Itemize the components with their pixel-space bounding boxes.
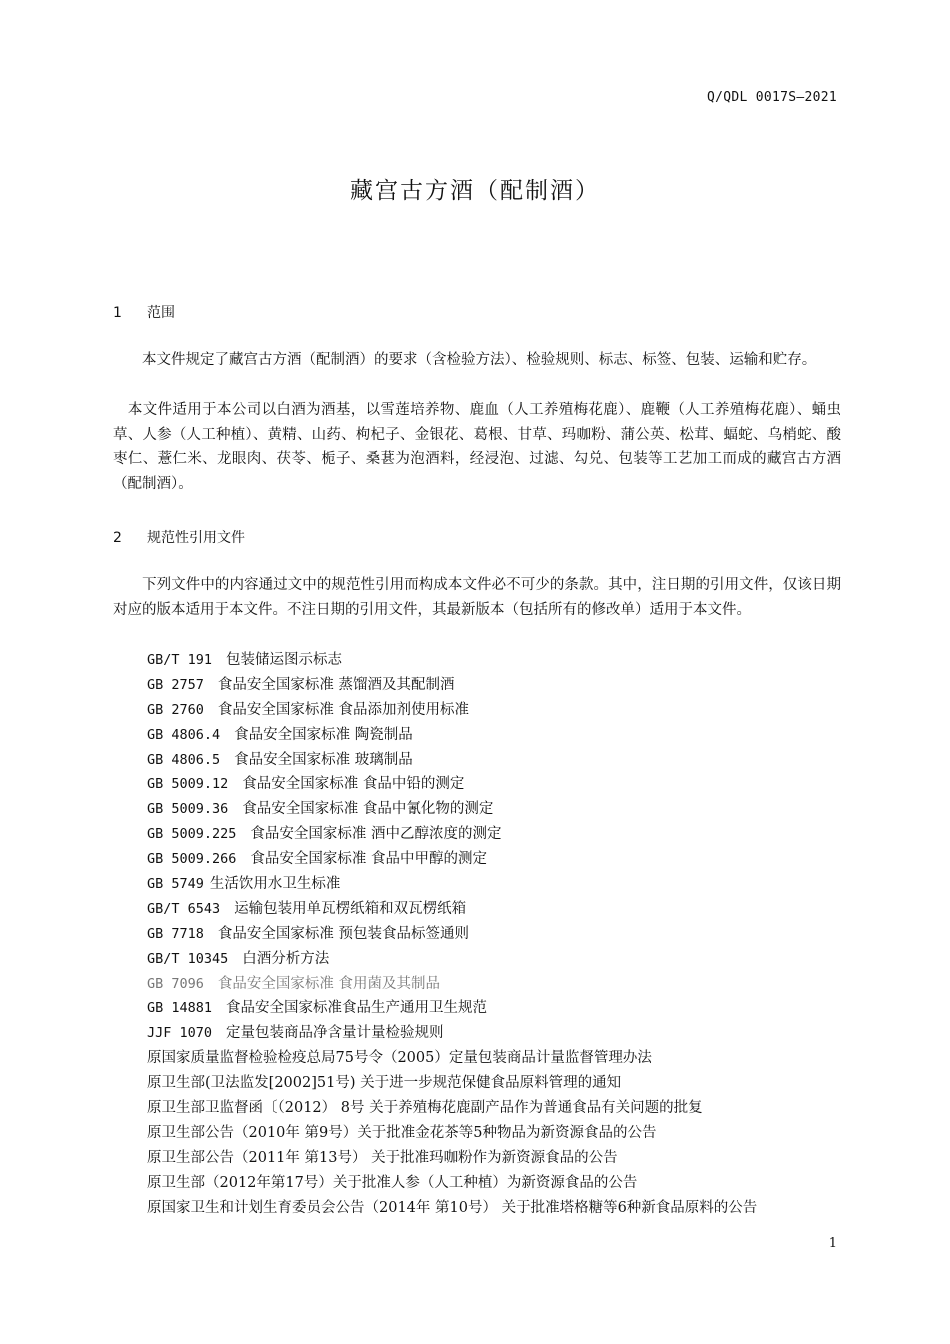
reference-title: 运输包装用单瓦楞纸箱和双瓦楞纸箱 bbox=[234, 900, 467, 917]
reference-title: 白酒分析方法 bbox=[242, 950, 330, 967]
reference-item bbox=[147, 1096, 757, 1121]
reference-code: GB 5749 bbox=[147, 876, 204, 893]
reference-item bbox=[147, 947, 757, 972]
reference-item bbox=[147, 648, 757, 673]
document-title: 藏宫古方酒（配制酒） bbox=[350, 178, 600, 204]
reference-title: 食品安全国家标准 玻璃制品 bbox=[234, 751, 413, 768]
reference-item bbox=[147, 872, 757, 897]
reference-code: GB/T 191 bbox=[147, 652, 213, 668]
reference-title: 食品安全国家标准食品生产通用卫生规范 bbox=[226, 1000, 488, 1017]
reference-code: GB 7718 bbox=[147, 925, 204, 942]
reference-item bbox=[147, 1046, 757, 1071]
reference-code: GB/T 10345 bbox=[147, 950, 229, 967]
section-2-title: 规范性引用文件 bbox=[147, 530, 245, 546]
reference-title: 原卫生部(卫法监发[2002]51号) 关于进一步规范保健食品原料管理的通知 bbox=[147, 1075, 622, 1092]
reference-title: 原卫生部公告（2010年 第9号）关于批准金花茶等5种物品为新资源食品的公告 bbox=[147, 1124, 657, 1141]
reference-title: 原卫生部公告（2011年 第13号） 关于批准玛咖粉作为新资源食品的公告 bbox=[147, 1149, 618, 1166]
reference-item bbox=[147, 972, 757, 997]
reference-title: 食品安全国家标准 酒中乙醇浓度的测定 bbox=[250, 826, 502, 843]
reference-item bbox=[147, 822, 757, 847]
reference-item bbox=[147, 847, 757, 872]
section-1-number: 1 bbox=[113, 305, 122, 321]
reference-code: GB 4806.5 bbox=[147, 751, 221, 768]
reference-title: 食品安全国家标准 食品添加剂使用标准 bbox=[217, 701, 470, 718]
section-2-intro: 下列文件中的内容通过文中的规范性引用而构成本文件必不可少的条款。其中，注日期的引用文件，仅该日期对应的版本适用于本文件。不注日期的引用文件，其最新版本（包括所有的修改单）适用于本文件。 bbox=[113, 577, 841, 618]
reference-code: GB 5009.36 bbox=[147, 801, 229, 818]
section-1-title: 范围 bbox=[147, 305, 175, 321]
reference-code: GB 14881 bbox=[147, 1000, 213, 1017]
reference-item bbox=[147, 1196, 757, 1221]
reference-title: 包装储运图示标志 bbox=[226, 652, 343, 668]
reference-list bbox=[147, 648, 757, 1220]
reference-title: 食品安全国家标准 预包装食品标签通则 bbox=[217, 925, 470, 942]
section-2-heading bbox=[113, 527, 245, 547]
reference-title: 原国家质量监督检验检疫总局75号令（2005）定量包装商品计量监督管理办法 bbox=[147, 1050, 652, 1067]
reference-title: 食品安全国家标准 食品中甲醇的测定 bbox=[250, 851, 488, 868]
reference-item bbox=[147, 897, 757, 922]
reference-item bbox=[147, 772, 757, 797]
reference-title: 食品安全国家标准 食用菌及其制品 bbox=[217, 975, 441, 992]
reference-item bbox=[147, 1021, 757, 1046]
reference-title: 生活饮用水卫生标准 bbox=[209, 876, 341, 893]
reference-title: 原卫生部（2012年第17号）关于批准人参（人工种植）为新资源食品的公告 bbox=[147, 1174, 638, 1191]
reference-title: 食品安全国家标准 食品中氰化物的测定 bbox=[242, 801, 494, 818]
reference-code: GB 5009.225 bbox=[147, 826, 237, 843]
reference-code: JJF 1070 bbox=[147, 1025, 213, 1042]
section-2-number: 2 bbox=[113, 530, 122, 546]
section-1-heading bbox=[113, 302, 175, 322]
reference-code: GB 2757 bbox=[147, 676, 204, 693]
reference-item bbox=[147, 1171, 757, 1196]
reference-title: 原国家卫生和计划生育委员会公告（2014年 第10号） 关于批准塔格糖等6种新食品原料的公告 bbox=[147, 1199, 758, 1216]
reference-code: GB 2760 bbox=[147, 701, 204, 718]
reference-item bbox=[147, 748, 757, 773]
reference-title: 食品安全国家标准 陶瓷制品 bbox=[234, 726, 413, 743]
reference-title: 食品安全国家标准 蒸馏酒及其配制酒 bbox=[217, 676, 455, 693]
document-code: Q/QDL 0017S—2021 bbox=[706, 90, 837, 105]
reference-item bbox=[147, 698, 757, 723]
reference-item bbox=[147, 797, 757, 822]
reference-item bbox=[147, 1121, 757, 1146]
reference-item bbox=[147, 723, 757, 748]
reference-code: GB 5009.12 bbox=[147, 776, 229, 793]
reference-code: GB/T 6543 bbox=[147, 900, 221, 917]
reference-title: 食品安全国家标准 食品中铅的测定 bbox=[242, 776, 465, 793]
reference-item bbox=[147, 996, 757, 1021]
reference-item bbox=[147, 922, 757, 947]
reference-item bbox=[147, 1146, 757, 1171]
section-1-paragraph-2: 本文件适用于本公司以白酒为酒基，以雪莲培养物、鹿血（人工养殖梅花鹿）、鹿鞭（人工养殖梅花鹿）、蛹虫草、人参（人工种植）、黄精、山药、枸杞子、金银花、葛根、甘草、玛咖粉、蒲公英、松茸、蝠蛇、乌梢蛇、酸枣仁、薏仁米、龙眼肉、茯苓、栀子、桑葚为泡酒料，经浸泡、过滤、勾兑、包装等工艺加工而成的藏宫古方酒（配制酒）。 bbox=[113, 402, 841, 492]
page-number: 1 bbox=[828, 1236, 837, 1251]
reference-title: 定量包装商品净含量计量检验规则 bbox=[226, 1025, 444, 1042]
reference-code: GB 4806.4 bbox=[147, 726, 221, 743]
reference-item bbox=[147, 1071, 757, 1096]
reference-item bbox=[147, 673, 757, 698]
section-1-paragraph-1: 本文件规定了藏宫古方酒（配制酒）的要求（含检验方法）、检验规则、标志、标签、包装、运输和贮存。 bbox=[113, 352, 817, 368]
reference-code: GB 5009.266 bbox=[147, 851, 237, 868]
reference-code: GB 7096 bbox=[147, 975, 204, 992]
reference-title: 原卫生部卫监督函〔（2012） 8号 关于养殖梅花鹿副产品作为普通食品有关问题的批复 bbox=[147, 1100, 703, 1117]
